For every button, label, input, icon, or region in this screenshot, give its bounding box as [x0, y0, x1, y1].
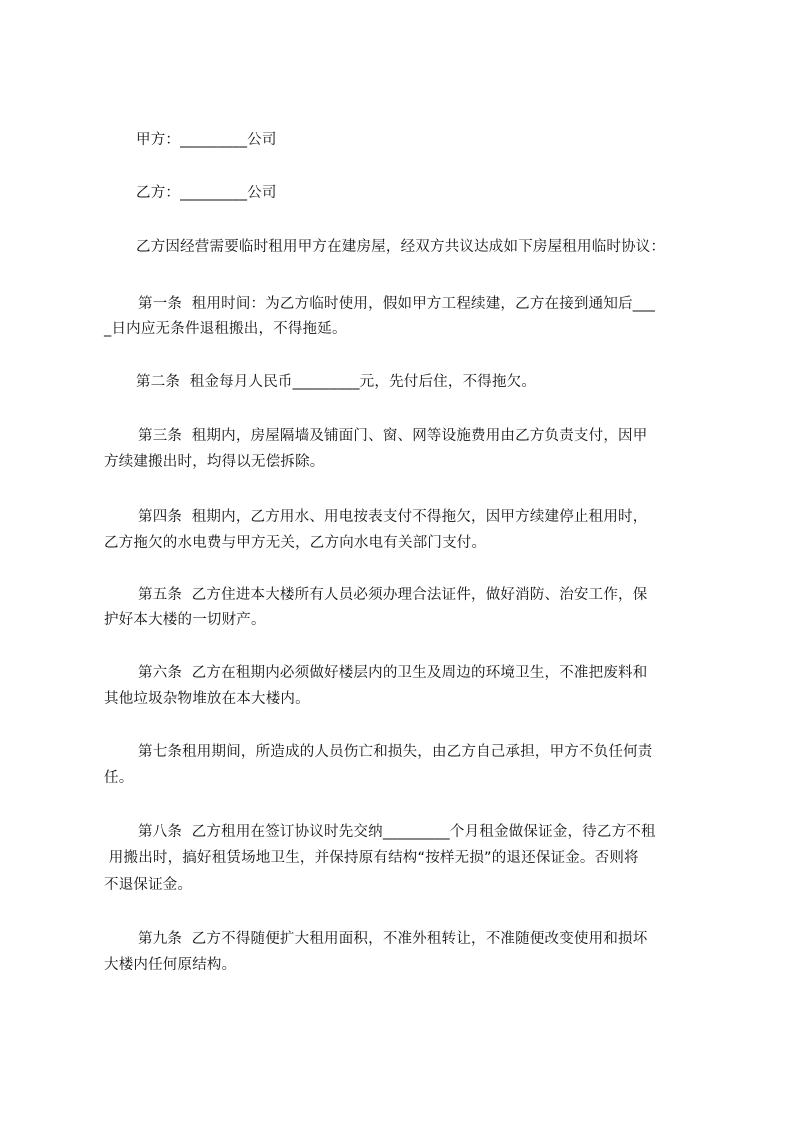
article-6-line-2: 其他垃圾杂物堆放在本大楼内。 [104, 691, 310, 707]
article-3-line-2: 方续建搬出时，均得以无偿拆除。 [104, 454, 325, 470]
article-9-line-1: 第九条 乙方不得随便扩大租用面积，不准外租转让，不准随便改变使用和损坏 [138, 931, 648, 947]
article-5-line-2: 护好本大楼的一切财产。 [104, 612, 266, 628]
article-3-line-1: 第三条 租期内，房屋隔墙及铺面门、窗、网等设施费用由乙方负责支付，因甲 [138, 428, 648, 444]
preamble-line: 乙方因经营需要临时租用甲方在建房屋，经双方共议达成如下房屋租用临时协议： [136, 239, 666, 255]
article-8-line-1: 第八条 乙方租用在签订协议时先交纳_________个月租金做保证金，待乙方不租 [138, 824, 656, 840]
article-7-line-1: 第七条租用期间，所造成的人员伤亡和损失，由乙方自己承担，甲方不负任何责 [138, 744, 653, 760]
article-5-line-1: 第五条 乙方住进本大楼所有人员必须办理合法证件，做好消防、治安工作，保 [138, 587, 648, 603]
article-6-line-1: 第六条 乙方在租期内必须做好楼层内的卫生及周边的环境卫生，不准把废料和 [138, 665, 648, 681]
article-7-line-2: 任。 [104, 770, 134, 786]
article-1-line-2: _日内应无条件退租搬出，不得拖延。 [104, 321, 347, 337]
party-a-line: 甲方：_________公司 [136, 132, 277, 148]
article-8-line-2: 用搬出时，搞好租赁场地卫生，并保持原有结构“按样无损”的退还保证金。否则将 [104, 850, 639, 866]
party-b-line: 乙方：_________公司 [136, 185, 277, 201]
article-8-line-3: 不退保证金。 [104, 877, 193, 893]
article-4-line-2: 乙方拖欠的水电费与甲方无关，乙方向水电有关部门支付。 [104, 535, 487, 551]
article-1-line-1: 第一条 租用时间：为乙方临时使用，假如甲方工程续建，乙方在接到通知后___ [138, 296, 656, 312]
article-2-line-1: 第二条 租金每月人民币_________元，先付后住，不得拖欠。 [136, 374, 537, 390]
article-4-line-1: 第四条 租期内，乙方用水、用电按表支付不得拖欠，因甲方续建停止租用时， [138, 509, 648, 525]
article-9-line-2: 大楼内任何原结构。 [104, 957, 237, 973]
